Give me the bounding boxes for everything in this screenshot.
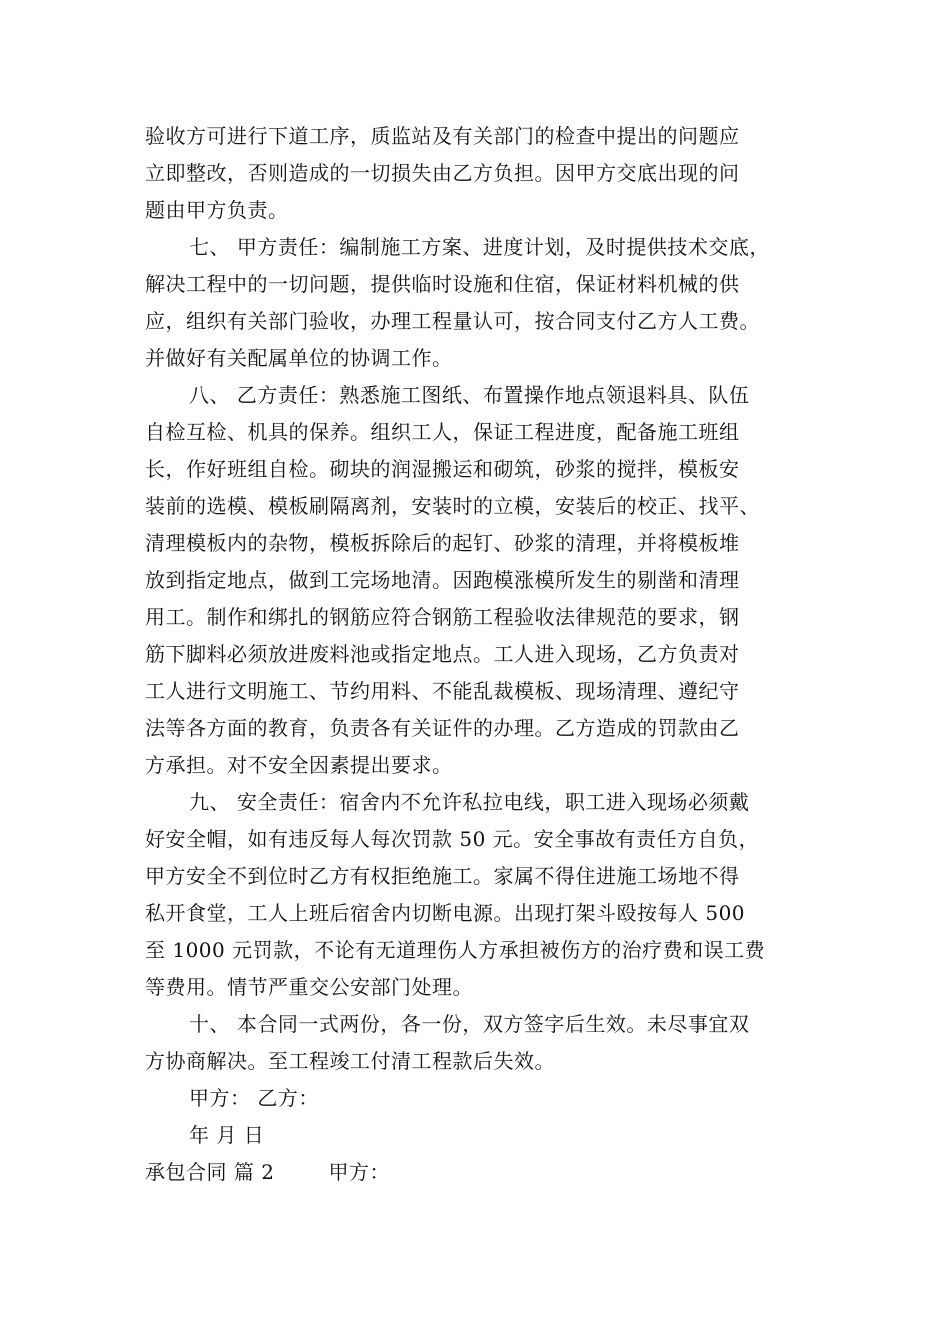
- text-line: 甲方安全不到位时乙方有权拒绝施工。家属不得住进施工场地不得: [145, 864, 740, 888]
- text-line: 方协商解决。至工程竣工付清工程款后失效。: [145, 1049, 555, 1073]
- text-line: 并做好有关配属单位的协调工作。: [145, 346, 453, 370]
- clause-8-heading-line: 八、 乙方责任：熟悉施工图纸、布置操作地点领退料具、队伍: [189, 383, 750, 407]
- party-a-label: 甲方：: [328, 1160, 390, 1184]
- text-line: 等费用。情节严重交公安部门处理。: [145, 975, 473, 999]
- text-line: 至 1000 元罚款，不论有无道理伤人方承担被伤方的治疗费和误工费: [145, 938, 766, 962]
- text-line: 方承担。对不安全因素提出要求。: [145, 753, 453, 777]
- text-line: 用工。制作和绑扎的钢筋应符合钢筋工程验收法律规范的要求，钢: [145, 605, 740, 629]
- text-line: 好安全帽，如有违反每人每次罚款 50 元。安全事故有责任方自负，: [145, 827, 760, 851]
- text-line: 长，作好班组自检。砌块的润湿搬运和砌筑，砂浆的搅拌，模板安: [145, 457, 740, 481]
- text-line: 验收方可进行下道工序，质监站及有关部门的检查中提出的问题应: [145, 124, 740, 148]
- text-line: 放到指定地点，做到工完场地清。因跑模涨模所发生的剔凿和清理: [145, 568, 740, 592]
- text-line: 立即整改，否则造成的一切损失由乙方负担。因甲方交底出现的问: [145, 161, 740, 185]
- text-line: 私开食堂，工人上班后宿舍内切断电源。出现打架斗殴按每人 500: [145, 901, 746, 925]
- text-line: 装前的选模、模板刷隔离剂，安装时的立模，安装后的校正、找平、: [145, 494, 760, 518]
- text-line: 应，组织有关部门验收，办理工程量认可，按合同支付乙方人工费。: [145, 309, 760, 333]
- section-heading-line: [145, 1154, 825, 1191]
- section-title: 承包合同 篇 2: [145, 1160, 275, 1184]
- document-page: [145, 118, 825, 1191]
- text-line: 解决工程中的一切问题，提供临时设施和住宿，保证材料机械的供: [145, 272, 740, 296]
- text-line: 筋下脚料必须放进废料池或指定地点。工人进入现场，乙方负责对: [145, 642, 740, 666]
- text-line: 题由甲方负责。: [145, 198, 289, 222]
- clause-7-heading-line: 七、 甲方责任：编制施工方案、进度计划，及时提供技术交底，: [189, 235, 770, 259]
- text-line: 工人进行文明施工、节约用料、不能乱裁模板、现场清理、遵纪守: [145, 679, 740, 703]
- clause-10-heading-line: 十、 本合同一式两份，各一份，双方签字后生效。未尽事宜双: [189, 1012, 750, 1036]
- text-line: 自检互检、机具的保养。组织工人，保证工程进度，配备施工班组: [145, 420, 740, 444]
- text-line: 清理模板内的杂物，模板拆除后的起钉、砂浆的清理，并将模板堆: [145, 531, 740, 555]
- date-line: 年 月 日: [189, 1123, 265, 1147]
- signature-line: 甲方： 乙方：: [189, 1086, 319, 1110]
- clause-9-heading-line: 九、 安全责任：宿舍内不允许私拉电线，职工进入现场必须戴: [189, 790, 750, 814]
- text-line: 法等各方面的教育，负责各有关证件的办理。乙方造成的罚款由乙: [145, 716, 740, 740]
